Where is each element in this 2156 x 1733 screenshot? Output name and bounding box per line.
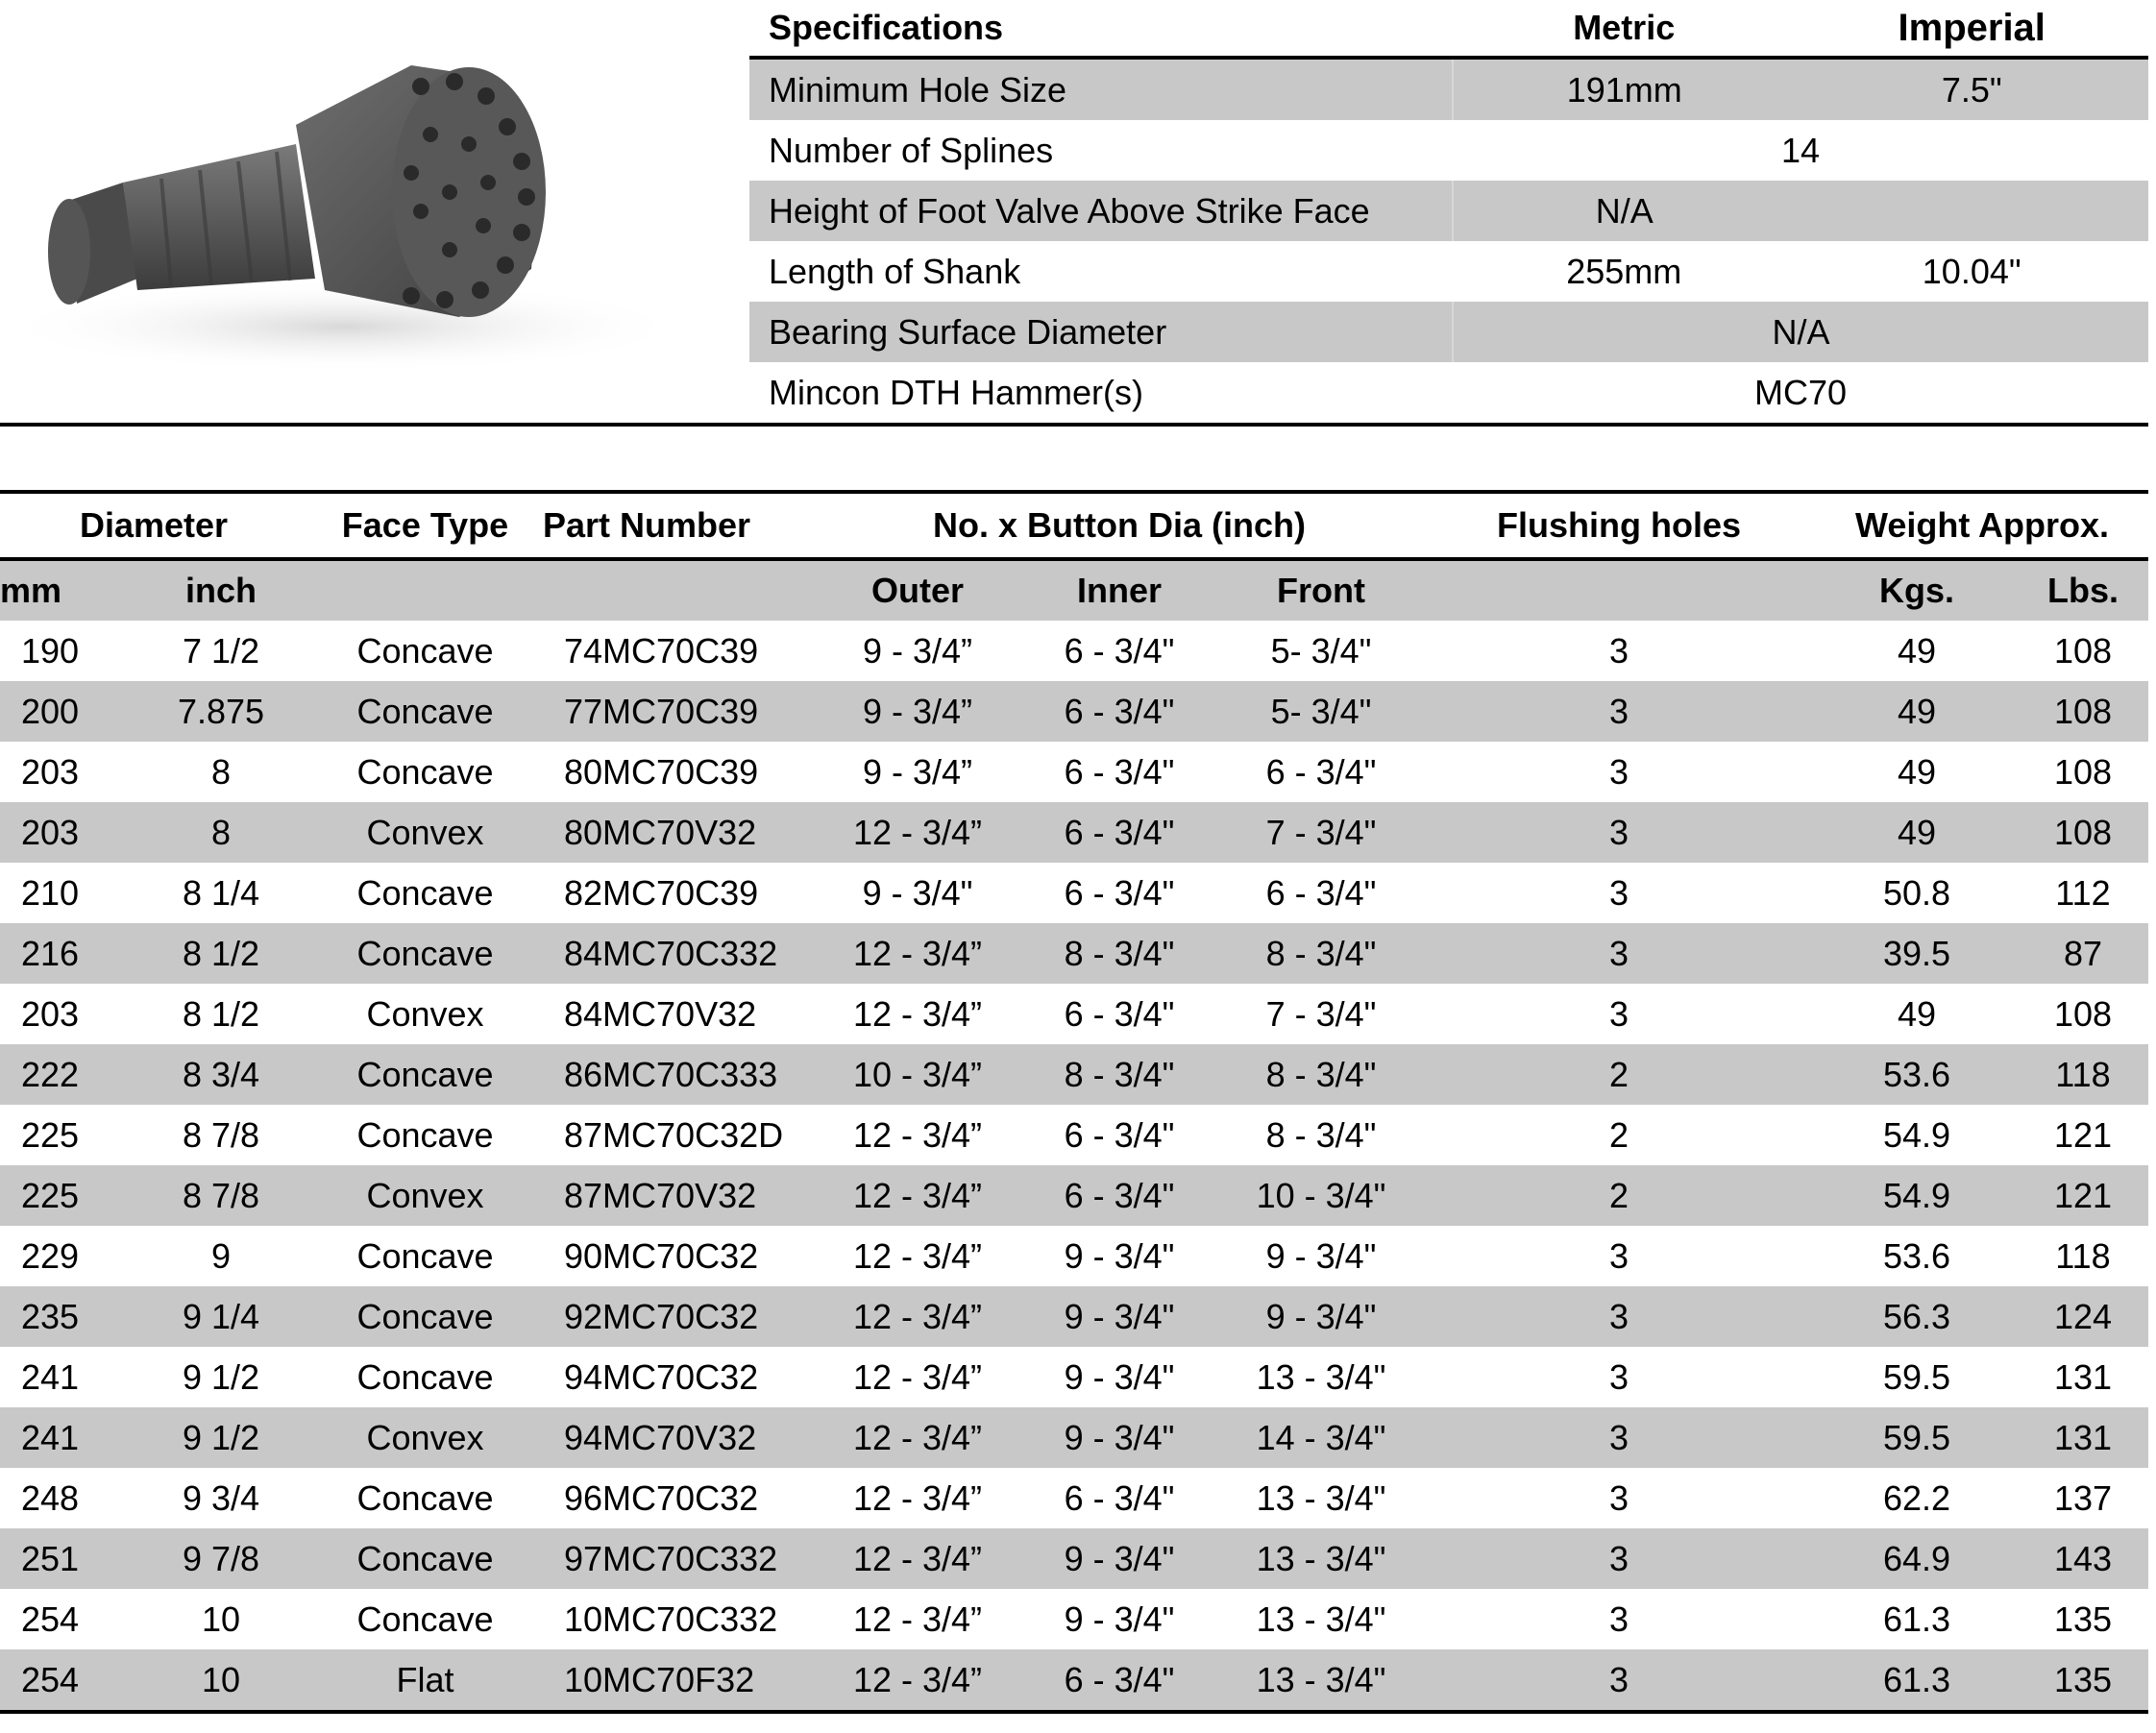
cell-part-number: 10MC70C332	[564, 1599, 778, 1639]
cell-part-number: 84MC70C332	[543, 923, 817, 984]
subheader-mm: mm	[0, 559, 135, 621]
cell-diameter-mm: 254	[21, 1599, 80, 1639]
cell-part-number: 92MC70C32	[543, 1286, 817, 1347]
cell-diameter-mm: 235	[0, 1286, 135, 1347]
cell-diameter-inch: 8 1/2	[135, 923, 307, 984]
cell-diameter-mm: 210	[21, 872, 80, 913]
cell-diameter-inch: 10	[201, 1599, 241, 1639]
table-row	[0, 1347, 2148, 1407]
cell-front-buttons: 8 - 3/4"	[1265, 1114, 1377, 1155]
cell-outer-buttons: 12 - 3/4”	[817, 923, 1018, 984]
subheader-lbs: Lbs.	[2018, 559, 2148, 621]
cell-weight-kgs: 49	[1897, 751, 1937, 792]
cell-diameter-mm: 190	[21, 630, 80, 671]
cell-outer-buttons: 9 - 3/4”	[862, 751, 973, 792]
cell-part-number: 82MC70C39	[564, 872, 759, 913]
cell-outer-buttons: 12 - 3/4”	[852, 1114, 983, 1155]
table-row	[0, 1165, 2148, 1226]
cell-face-type: Concave	[356, 1477, 494, 1518]
cell-diameter-mm: 241	[0, 1407, 135, 1468]
cell-outer-buttons: 9 - 3/4”	[862, 630, 973, 671]
cell-part-number: 97MC70C332	[543, 1528, 817, 1589]
cell-diameter-inch: 9 1/2	[135, 1407, 307, 1468]
cell-weight-lbs: 143	[2018, 1528, 2148, 1589]
cell-weight-kgs: 49	[1816, 681, 2018, 742]
spec-header-row	[749, 0, 2148, 58]
cell-inner-buttons: 6 - 3/4"	[1018, 1649, 1220, 1712]
cell-weight-kgs: 54.9	[1882, 1114, 1951, 1155]
cell-face-type: Concave	[356, 872, 494, 913]
cell-face-type: Concave	[307, 1286, 543, 1347]
cell-weight-kgs: 53.6	[1882, 1235, 1951, 1276]
cell-outer-buttons: 12 - 3/4”	[817, 802, 1018, 863]
cell-flushing-holes: 2	[1422, 1165, 1816, 1226]
cell-inner-buttons: 6 - 3/4"	[1018, 802, 1220, 863]
drill-bit-image	[8, 38, 698, 377]
table-row	[0, 1528, 2148, 1589]
subheader-outer: Outer	[817, 559, 1018, 621]
cell-weight-lbs: 135	[2053, 1599, 2113, 1639]
spec-label: Bearing Surface Diameter	[749, 302, 1453, 362]
cell-weight-lbs: 112	[2055, 872, 2111, 913]
cell-weight-lbs: 124	[2018, 1286, 2148, 1347]
spec-row	[749, 181, 2148, 241]
cell-flushing-holes: 3	[1608, 630, 1629, 671]
cell-flushing-holes: 3	[1422, 681, 1816, 742]
cell-part-number: 10MC70F32	[543, 1649, 817, 1712]
cell-outer-buttons: 12 - 3/4”	[852, 1599, 983, 1639]
cell-flushing-holes: 2	[1608, 1114, 1629, 1155]
cell-front-buttons: 7 - 3/4"	[1220, 802, 1422, 863]
cell-outer-buttons: 10 - 3/4”	[817, 1044, 1018, 1105]
spec-row	[749, 58, 2148, 120]
cell-flushing-holes: 2	[1422, 1044, 1816, 1105]
cell-weight-lbs: 135	[2018, 1649, 2148, 1712]
cell-inner-buttons: 6 - 3/4"	[1064, 1477, 1175, 1518]
cell-inner-buttons: 6 - 3/4"	[1064, 872, 1175, 913]
spec-label: Height of Foot Valve Above Strike Face	[749, 181, 1453, 241]
cell-diameter-mm: 225	[21, 1114, 80, 1155]
cell-weight-kgs: 54.9	[1816, 1165, 2018, 1226]
cell-weight-kgs: 56.3	[1816, 1286, 2018, 1347]
cell-face-type: Convex	[307, 1165, 543, 1226]
cell-diameter-mm: 225	[0, 1165, 135, 1226]
subheader-blank	[1422, 559, 1816, 621]
cell-front-buttons: 13 - 3/4"	[1220, 1528, 1422, 1589]
spec-row	[749, 302, 2148, 362]
spec-imperial: 7.5"	[1795, 58, 2148, 120]
cell-diameter-inch: 9	[210, 1235, 232, 1276]
header-flushing-holes: Flushing holes	[1422, 492, 1816, 559]
cell-outer-buttons: 12 - 3/4”	[817, 1165, 1018, 1226]
cell-weight-kgs: 61.3	[1816, 1649, 2018, 1712]
cell-face-type: Convex	[307, 802, 543, 863]
cell-flushing-holes: 3	[1422, 1649, 1816, 1712]
cell-face-type: Convex	[366, 993, 484, 1034]
cell-diameter-inch: 8 3/4	[135, 1044, 307, 1105]
parts-header-row	[0, 492, 2148, 559]
cell-diameter-inch: 8	[210, 751, 232, 792]
spec-header-imperial: Imperial	[1795, 0, 2148, 58]
cell-outer-buttons: 12 - 3/4”	[852, 993, 983, 1034]
table-row	[0, 1226, 2148, 1286]
cell-weight-kgs: 64.9	[1816, 1528, 2018, 1589]
cell-part-number: 86MC70C333	[543, 1044, 817, 1105]
cell-weight-kgs: 49	[1897, 993, 1937, 1034]
cell-inner-buttons: 9 - 3/4"	[1018, 1528, 1220, 1589]
cell-inner-buttons: 9 - 3/4"	[1064, 1599, 1175, 1639]
spec-label: Mincon DTH Hammer(s)	[769, 372, 1144, 412]
cell-diameter-mm: 222	[0, 1044, 135, 1105]
cell-front-buttons: 9 - 3/4"	[1220, 1286, 1422, 1347]
subheader-blank	[543, 559, 817, 621]
cell-flushing-holes: 3	[1608, 872, 1629, 913]
table-row	[0, 1105, 2148, 1165]
cell-diameter-inch: 8 7/8	[135, 1165, 307, 1226]
cell-weight-lbs: 108	[2018, 681, 2148, 742]
cell-outer-buttons: 12 - 3/4”	[817, 1286, 1018, 1347]
cell-flushing-holes: 3	[1608, 751, 1629, 792]
cell-diameter-inch: 7 1/2	[182, 630, 260, 671]
spec-header-label: Specifications	[749, 0, 1453, 58]
cell-weight-kgs: 49	[1897, 630, 1937, 671]
cell-face-type: Concave	[307, 1528, 543, 1589]
cell-weight-lbs: 131	[2053, 1356, 2113, 1397]
cell-front-buttons: 13 - 3/4"	[1256, 1599, 1386, 1639]
spec-label: Minimum Hole Size	[749, 58, 1453, 120]
cell-inner-buttons: 9 - 3/4"	[1018, 1286, 1220, 1347]
table-row	[0, 681, 2148, 742]
cell-weight-lbs: 108	[2053, 751, 2113, 792]
cell-front-buttons: 5- 3/4"	[1220, 681, 1422, 742]
cell-diameter-inch: 8 7/8	[182, 1114, 260, 1155]
cell-face-type: Convex	[307, 1407, 543, 1468]
parts-table-body	[0, 621, 2148, 1712]
cell-inner-buttons: 6 - 3/4"	[1064, 1114, 1175, 1155]
cell-part-number: 87MC70C32D	[564, 1114, 784, 1155]
cell-front-buttons: 13 - 3/4"	[1220, 1649, 1422, 1712]
parts-table	[0, 490, 2148, 1714]
cell-diameter-mm: 241	[21, 1356, 80, 1397]
cell-diameter-mm: 216	[0, 923, 135, 984]
header-part-number: Part Number	[543, 492, 817, 559]
table-row	[0, 1044, 2148, 1105]
subheader-blank	[307, 559, 543, 621]
cell-inner-buttons: 8 - 3/4"	[1018, 1044, 1220, 1105]
cell-flushing-holes: 3	[1608, 1599, 1629, 1639]
cell-part-number: 80MC70C39	[564, 751, 759, 792]
table-row	[0, 802, 2148, 863]
cell-part-number: 90MC70C32	[564, 1235, 759, 1276]
cell-flushing-holes: 3	[1608, 993, 1629, 1034]
cell-weight-kgs: 61.3	[1882, 1599, 1951, 1639]
table-row	[0, 621, 2148, 681]
cell-inner-buttons: 6 - 3/4"	[1064, 993, 1175, 1034]
cell-weight-lbs: 118	[2055, 1235, 2111, 1276]
spec-metric: N/A	[1453, 181, 1795, 241]
cell-face-type: Concave	[356, 1114, 494, 1155]
spec-header-metric: Metric	[1453, 0, 1795, 58]
cell-inner-buttons: 6 - 3/4"	[1018, 681, 1220, 742]
spec-value: N/A	[1453, 302, 2148, 362]
spec-imperial	[1795, 181, 2148, 241]
header-buttons: No. x Button Dia (inch)	[817, 492, 1422, 559]
cell-diameter-mm: 251	[0, 1528, 135, 1589]
cell-front-buttons: 7 - 3/4"	[1265, 993, 1377, 1034]
cell-diameter-inch: 8	[135, 802, 307, 863]
spec-imperial: 10.04"	[1922, 251, 2021, 291]
cell-face-type: Concave	[307, 1044, 543, 1105]
cell-outer-buttons: 9 - 3/4”	[817, 681, 1018, 742]
cell-diameter-inch: 9 1/4	[135, 1286, 307, 1347]
cell-flushing-holes: 3	[1422, 1286, 1816, 1347]
cell-inner-buttons: 8 - 3/4"	[1018, 923, 1220, 984]
spec-row	[749, 120, 2148, 181]
cell-diameter-mm: 203	[21, 993, 80, 1034]
cell-front-buttons: 9 - 3/4"	[1265, 1235, 1377, 1276]
cell-weight-lbs: 87	[2018, 923, 2148, 984]
cell-part-number: 96MC70C32	[564, 1477, 759, 1518]
cell-flushing-holes: 3	[1422, 1528, 1816, 1589]
cell-inner-buttons: 6 - 3/4"	[1064, 630, 1175, 671]
cell-outer-buttons: 12 - 3/4”	[817, 1407, 1018, 1468]
cell-diameter-mm: 203	[0, 802, 135, 863]
table-row	[0, 1286, 2148, 1347]
table-row	[0, 1589, 2148, 1649]
cell-weight-lbs: 131	[2018, 1407, 2148, 1468]
cell-weight-lbs: 121	[2018, 1165, 2148, 1226]
cell-diameter-inch: 10	[135, 1649, 307, 1712]
subheader-kgs: Kgs.	[1816, 559, 2018, 621]
cell-diameter-mm: 229	[21, 1235, 80, 1276]
cell-weight-kgs: 49	[1816, 802, 2018, 863]
cell-diameter-mm: 200	[0, 681, 135, 742]
cell-weight-lbs: 108	[2018, 802, 2148, 863]
cell-inner-buttons: 9 - 3/4"	[1064, 1356, 1175, 1397]
table-row	[0, 1407, 2148, 1468]
cell-diameter-inch: 8 1/4	[182, 872, 260, 913]
cell-face-type: Concave	[356, 751, 494, 792]
cell-flushing-holes: 3	[1422, 923, 1816, 984]
cell-front-buttons: 5- 3/4"	[1270, 630, 1372, 671]
table-row	[0, 1649, 2148, 1712]
cell-diameter-inch: 9 3/4	[182, 1477, 260, 1518]
header-face-type: Face Type	[307, 492, 543, 559]
spec-value: MC70	[1753, 372, 1847, 412]
cell-front-buttons: 8 - 3/4"	[1220, 1044, 1422, 1105]
cell-diameter-mm: 254	[0, 1649, 135, 1712]
spec-metric: 255mm	[1566, 251, 1682, 291]
cell-weight-kgs: 53.6	[1816, 1044, 2018, 1105]
cell-weight-kgs: 50.8	[1882, 872, 1951, 913]
cell-outer-buttons: 12 - 3/4”	[817, 1649, 1018, 1712]
cell-face-type: Concave	[356, 1235, 494, 1276]
specifications-table	[749, 0, 2148, 423]
cell-face-type: Concave	[356, 1356, 494, 1397]
cell-weight-lbs: 118	[2018, 1044, 2148, 1105]
cell-weight-kgs: 62.2	[1882, 1477, 1951, 1518]
cell-front-buttons: 13 - 3/4"	[1256, 1477, 1386, 1518]
table-row	[0, 863, 2148, 923]
header-weight: Weight Approx.	[1816, 492, 2148, 559]
table-row	[0, 984, 2148, 1044]
spec-label: Number of Splines	[769, 130, 1054, 170]
cell-weight-kgs: 59.5	[1816, 1407, 2018, 1468]
cell-face-type: Concave	[307, 681, 543, 742]
spec-value: 14	[1780, 130, 1820, 170]
cell-inner-buttons: 6 - 3/4"	[1064, 751, 1175, 792]
cell-weight-lbs: 121	[2053, 1114, 2113, 1155]
cell-weight-lbs: 108	[2053, 993, 2113, 1034]
section-divider	[0, 423, 2148, 427]
table-row	[0, 923, 2148, 984]
cell-weight-lbs: 137	[2053, 1477, 2113, 1518]
cell-inner-buttons: 9 - 3/4"	[1018, 1407, 1220, 1468]
cell-front-buttons: 6 - 3/4"	[1265, 751, 1377, 792]
cell-flushing-holes: 3	[1608, 1477, 1629, 1518]
cell-diameter-mm: 248	[21, 1477, 80, 1518]
cell-outer-buttons: 12 - 3/4”	[852, 1477, 983, 1518]
cell-outer-buttons: 12 - 3/4”	[852, 1356, 983, 1397]
cell-part-number: 87MC70V32	[543, 1165, 817, 1226]
cell-weight-kgs: 59.5	[1882, 1356, 1951, 1397]
header-diameter: Diameter	[0, 492, 307, 559]
cell-face-type: Concave	[356, 630, 494, 671]
cell-inner-buttons: 6 - 3/4"	[1018, 1165, 1220, 1226]
subheader-inch: inch	[135, 559, 307, 621]
cell-diameter-inch: 9 1/2	[182, 1356, 260, 1397]
cell-outer-buttons: 9 - 3/4"	[862, 872, 973, 913]
cell-weight-kgs: 39.5	[1816, 923, 2018, 984]
cell-flushing-holes: 3	[1608, 1356, 1629, 1397]
cell-weight-lbs: 108	[2053, 630, 2113, 671]
cell-part-number: 77MC70C39	[543, 681, 817, 742]
spec-row	[749, 362, 2148, 423]
cell-flushing-holes: 3	[1422, 1407, 1816, 1468]
cell-face-type: Concave	[307, 923, 543, 984]
cell-flushing-holes: 3	[1422, 802, 1816, 863]
cell-outer-buttons: 12 - 3/4”	[817, 1528, 1018, 1589]
cell-diameter-mm: 203	[21, 751, 80, 792]
subheader-front: Front	[1220, 559, 1422, 621]
table-row	[0, 742, 2148, 802]
cell-face-type: Flat	[307, 1649, 543, 1712]
cell-part-number: 94MC70C32	[564, 1356, 759, 1397]
cell-front-buttons: 14 - 3/4"	[1220, 1407, 1422, 1468]
spec-label: Length of Shank	[769, 251, 1021, 291]
cell-flushing-holes: 3	[1608, 1235, 1629, 1276]
cell-front-buttons: 8 - 3/4"	[1220, 923, 1422, 984]
cell-diameter-inch: 8 1/2	[182, 993, 260, 1034]
cell-front-buttons: 6 - 3/4"	[1265, 872, 1377, 913]
table-row	[0, 1468, 2148, 1528]
cell-inner-buttons: 9 - 3/4"	[1064, 1235, 1175, 1276]
parts-subheader-row	[0, 559, 2148, 621]
cell-diameter-inch: 7.875	[135, 681, 307, 742]
cell-diameter-inch: 9 7/8	[135, 1528, 307, 1589]
cell-part-number: 94MC70V32	[543, 1407, 817, 1468]
cell-front-buttons: 10 - 3/4"	[1220, 1165, 1422, 1226]
cell-front-buttons: 13 - 3/4"	[1256, 1356, 1386, 1397]
spec-metric: 191mm	[1453, 58, 1795, 120]
cell-face-type: Concave	[356, 1599, 494, 1639]
cell-part-number: 84MC70V32	[564, 993, 757, 1034]
cell-part-number: 74MC70C39	[564, 630, 759, 671]
subheader-inner: Inner	[1018, 559, 1220, 621]
spec-row	[749, 241, 2148, 302]
cell-outer-buttons: 12 - 3/4”	[852, 1235, 983, 1276]
cell-part-number: 80MC70V32	[543, 802, 817, 863]
